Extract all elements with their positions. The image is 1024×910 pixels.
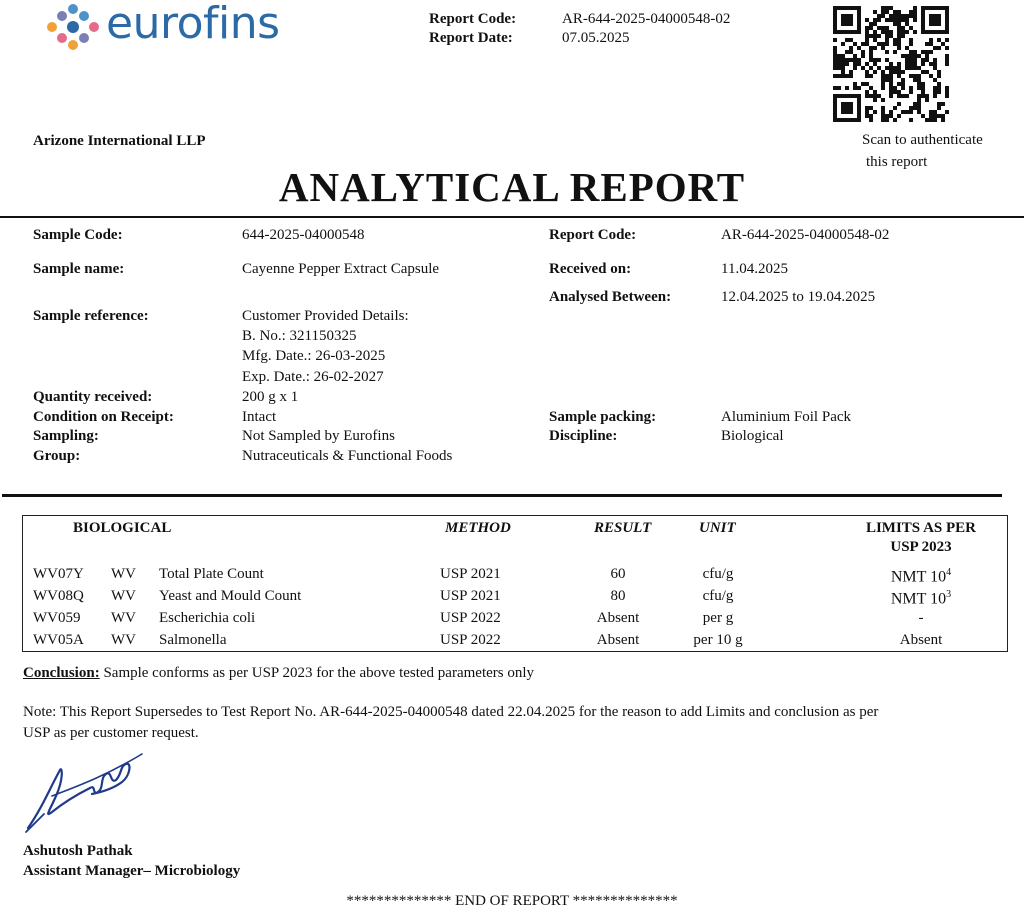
row-unit: cfu/g [702, 588, 734, 604]
signature [22, 748, 152, 838]
packing-label: Sample packing: [549, 409, 657, 425]
header-result: RESULT [594, 520, 652, 536]
row-unit: per g [702, 610, 734, 626]
results-table [22, 515, 1008, 652]
brand-name: eurofins [106, 0, 280, 49]
sample-reference-label [33, 307, 149, 325]
signatory-title: Assistant Manager– Microbiology [23, 863, 241, 879]
received-on-value: 11.04.2025 [721, 261, 788, 277]
row-method: USP 2022 [440, 632, 501, 648]
condition-label: Condition on Receipt: [33, 409, 174, 425]
header-method: METHOD [445, 520, 511, 536]
header-report-code-label: Report Code: [429, 11, 517, 27]
row-lab: WV [111, 610, 136, 626]
conclusion-text: Sample conforms as per USP 2023 for the above tested parameters only [99, 665, 535, 681]
row-result: 80 [610, 588, 626, 604]
sampling-label: Sampling: [33, 428, 99, 444]
row-code: WV07Y [33, 566, 84, 582]
packing-value: Aluminium Foil Pack [721, 409, 852, 425]
end-of-report: ************** END OF REPORT ************** [346, 893, 678, 909]
sample-name-value: Cayenne Pepper Extract Capsule [242, 261, 440, 277]
header-unit: UNIT [699, 520, 736, 536]
row-parameter: Yeast and Mould Count [159, 588, 302, 604]
title-divider [0, 216, 1024, 218]
sample-reference-line: Customer Provided Details: [242, 308, 409, 324]
note-line1: Note: This Report Supersedes to Test Report No. AR-644-2025-04000548 dated 22.04.2025 for the reason to add Limits and conclusion as per [23, 704, 879, 720]
group-value: Nutraceuticals & Functional Foods [242, 448, 453, 464]
row-limit-exponent: 4 [946, 567, 952, 578]
discipline-value: Biological [721, 428, 784, 444]
qr-code-icon [833, 6, 949, 122]
conclusion-label: Conclusion: [23, 665, 100, 681]
analysed-between-value: 12.04.2025 to 19.04.2025 [721, 289, 876, 305]
row-limit [823, 586, 1019, 608]
sampling-value: Not Sampled by Eurofins [242, 428, 395, 444]
row-parameter: Total Plate Count [159, 566, 264, 582]
sample-reference-line: Exp. Date.: 26-02-2027 [242, 369, 384, 385]
row-code: WV08Q [33, 588, 84, 604]
qr-caption-line2: this report [866, 154, 928, 170]
row-method: USP 2022 [440, 610, 501, 626]
row-unit: cfu/g [702, 566, 734, 582]
header-report-code-value: AR-644-2025-04000548-02 [562, 11, 731, 27]
report-code-value: AR-644-2025-04000548-02 [721, 227, 890, 243]
row-parameter: Escherichia coli [159, 610, 256, 626]
group-label: Group: [33, 448, 81, 464]
row-result: 60 [610, 566, 626, 582]
row-result: Absent [596, 610, 640, 626]
row-limit-text: NMT 10 [890, 590, 947, 608]
signature-image [22, 748, 152, 838]
discipline-label: Discipline: [549, 428, 618, 444]
row-limit: - [918, 610, 924, 626]
row-limit-exponent: 3 [946, 589, 952, 600]
company-name: Arizone International LLP [33, 133, 206, 149]
conclusion [23, 664, 534, 682]
header-limits-line2: USP 2023 [890, 539, 952, 555]
row-method: USP 2021 [440, 588, 501, 604]
row-lab: WV [111, 588, 136, 604]
sample-reference-line: B. No.: 321150325 [242, 328, 357, 344]
sample-reference-line: Mfg. Date.: 26-03-2025 [242, 348, 386, 364]
row-result: Absent [596, 632, 640, 648]
header-biological: BIOLOGICAL [73, 520, 172, 536]
report-code-label: Report Code: [549, 227, 637, 243]
signatory-name: Ashutosh Pathak [23, 843, 133, 859]
qr-code[interactable] [833, 6, 949, 122]
sample-name-label: Sample name: [33, 261, 125, 277]
row-lab: WV [111, 632, 136, 648]
row-method: USP 2021 [440, 566, 501, 582]
quantity-label: Quantity received: [33, 389, 153, 405]
sample-code-label: Sample Code: [33, 227, 123, 243]
row-code: WV059 [33, 610, 81, 626]
row-lab: WV [111, 566, 136, 582]
header-limits-line1: LIMITS AS PER [865, 520, 977, 536]
row-parameter: Salmonella [159, 632, 227, 648]
row-limit: Absent [899, 632, 943, 648]
sample-reference-label-text: Sample reference: [33, 308, 149, 324]
details-divider [2, 494, 1002, 497]
header-report-date-label: Report Date: [429, 30, 513, 46]
qr-caption-line1: Scan to authenticate [862, 132, 983, 148]
row-code: WV05A [33, 632, 84, 648]
eurofins-logo [44, 2, 294, 52]
condition-value: Intact [242, 409, 277, 425]
note-line2: USP as per customer request. [23, 725, 199, 741]
sample-code-value: 644-2025-04000548 [242, 227, 365, 243]
quantity-value: 200 g x 1 [242, 389, 299, 405]
row-limit-text: NMT 10 [890, 568, 947, 586]
row-unit: per 10 g [693, 632, 743, 648]
analysed-between-label: Analysed Between: [549, 289, 672, 305]
eurofins-dots-icon [44, 2, 104, 52]
page-title: ANALYTICAL REPORT [278, 164, 746, 210]
row-limit [823, 564, 1019, 586]
received-on-label: Received on: [549, 261, 632, 277]
header-report-date-value: 07.05.2025 [562, 30, 630, 46]
